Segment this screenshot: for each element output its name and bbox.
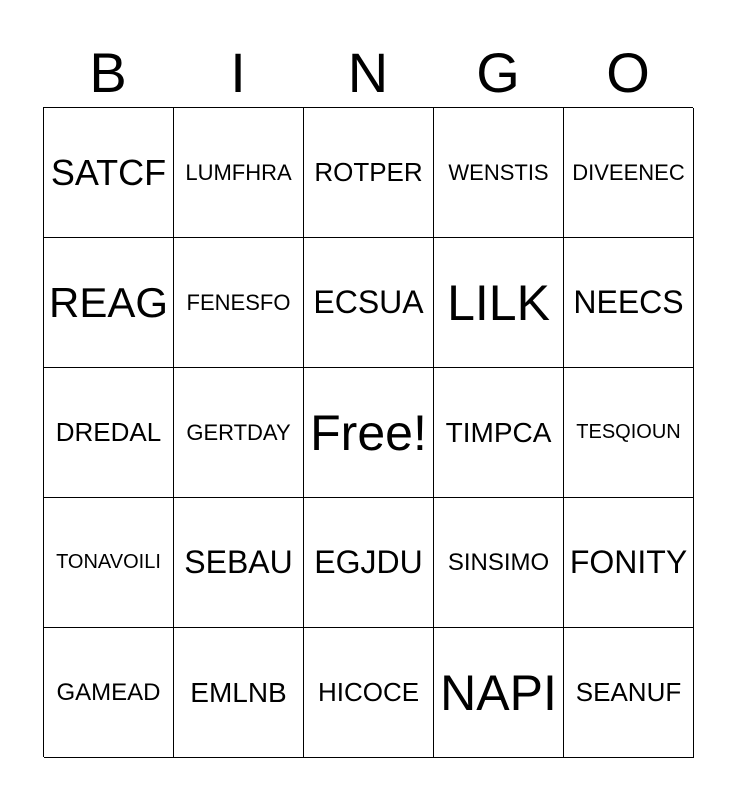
- bingo-cell[interactable]: NEECS: [564, 238, 694, 368]
- bingo-cell[interactable]: ROTPER: [304, 108, 434, 238]
- header-letter-o: O: [606, 41, 650, 104]
- bingo-header: [43, 40, 693, 106]
- bingo-cell[interactable]: ECSUA: [304, 238, 434, 368]
- bingo-cell[interactable]: DIVEENEC: [564, 108, 694, 238]
- bingo-cell[interactable]: SEANUF: [564, 628, 694, 758]
- free-space-cell[interactable]: Free!: [304, 368, 434, 498]
- bingo-cell[interactable]: FONITY: [564, 498, 694, 628]
- bingo-cell[interactable]: WENSTIS: [434, 108, 564, 238]
- bingo-cell[interactable]: EMLNB: [174, 628, 304, 758]
- bingo-card-grid: [43, 107, 693, 757]
- bingo-cell[interactable]: SEBAU: [174, 498, 304, 628]
- bingo-cell[interactable]: GERTDAY: [174, 368, 304, 498]
- bingo-cell[interactable]: REAG: [44, 238, 174, 368]
- bingo-cell[interactable]: NAPI: [434, 628, 564, 758]
- header-letter-b: B: [89, 41, 127, 104]
- bingo-cell[interactable]: SATCF: [44, 108, 174, 238]
- header-letter-n: N: [347, 41, 389, 104]
- bingo-cell[interactable]: TONAVOILI: [44, 498, 174, 628]
- bingo-cell[interactable]: GAMEAD: [44, 628, 174, 758]
- bingo-cell[interactable]: LUMFHRA: [174, 108, 304, 238]
- bingo-cell[interactable]: SINSIMO: [434, 498, 564, 628]
- bingo-cell[interactable]: HICOCE: [304, 628, 434, 758]
- bingo-cell[interactable]: TIMPCA: [434, 368, 564, 498]
- header-letter-i: I: [230, 41, 246, 104]
- bingo-cell[interactable]: DREDAL: [44, 368, 174, 498]
- bingo-cell[interactable]: LILK: [434, 238, 564, 368]
- bingo-cell[interactable]: TESQIOUN: [564, 368, 694, 498]
- bingo-cell[interactable]: EGJDU: [304, 498, 434, 628]
- bingo-cell[interactable]: FENESFO: [174, 238, 304, 368]
- header-letter-g: G: [476, 41, 520, 104]
